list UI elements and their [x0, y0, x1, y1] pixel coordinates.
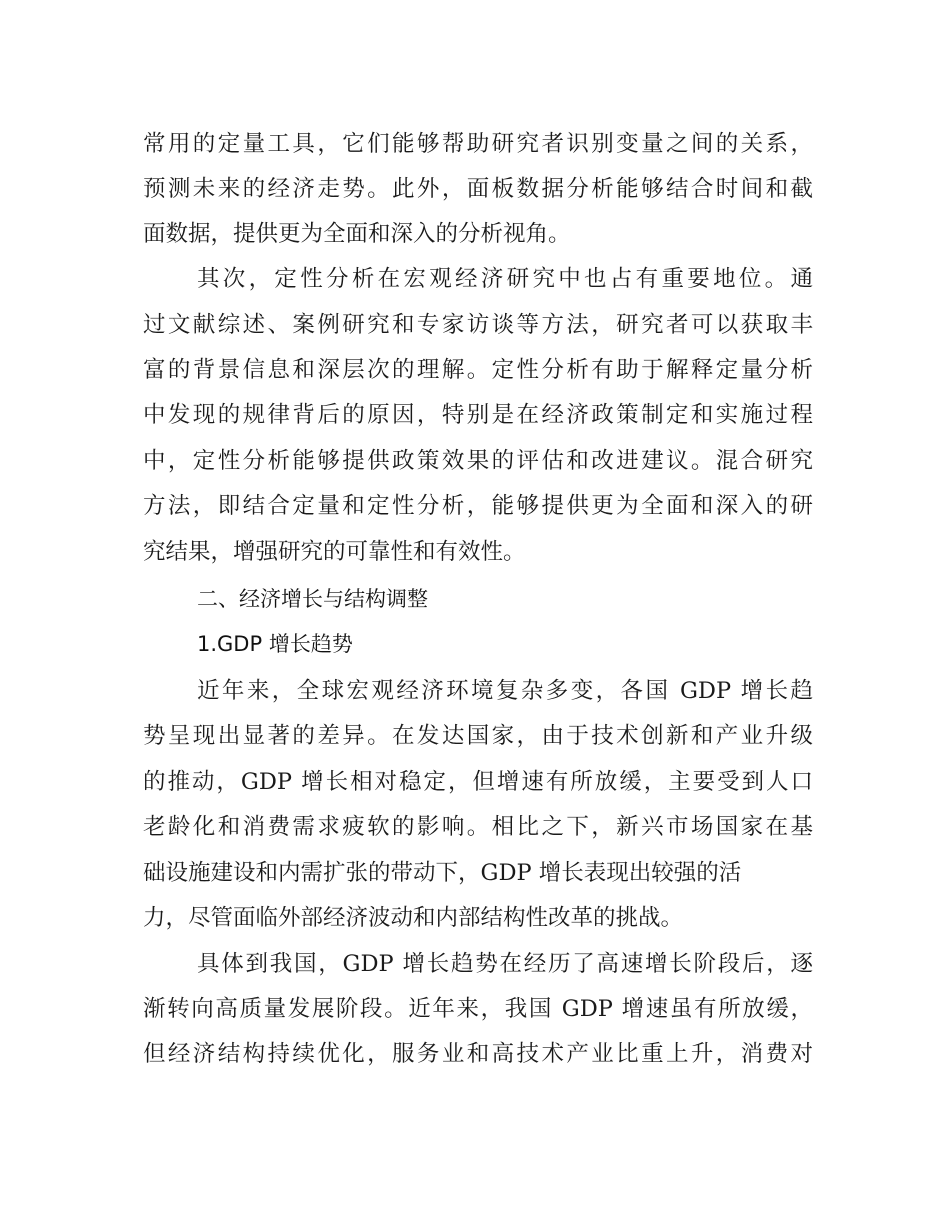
paragraph-line: 老龄化和消费需求疲软的影响。相比之下，新兴市场国家在基 — [143, 814, 813, 840]
subsection-heading: 1.GDP 增长趋势 — [197, 632, 353, 656]
paragraph-line: 方法，即结合定量和定性分析，能够提供更为全面和深入的研 — [143, 493, 813, 519]
paragraph-line: 预测未来的经济走势。此外，面板数据分析能够结合时间和截 — [143, 176, 813, 202]
paragraph-line: 其次，定性分析在宏观经济研究中也占有重要地位。通 — [197, 266, 813, 292]
paragraph-line: 面数据，提供更为全面和深入的分析视角。 — [143, 221, 571, 247]
paragraph-line: 常用的定量工具，它们能够帮助研究者识别变量之间的关系， — [143, 131, 813, 157]
paragraph-line: 近年来，全球宏观经济环境复杂多变，各国 GDP 增长趋 — [197, 678, 813, 704]
paragraph-line: 渐转向高质量发展阶段。近年来，我国 GDP 增速虽有所放缓， — [143, 996, 813, 1022]
paragraph-line: 但经济结构持续优化，服务业和高技术产业比重上升，消费对 — [143, 1041, 813, 1067]
paragraph-line: 中，定性分析能够提供政策效果的评估和改进建议。混合研究 — [143, 448, 813, 474]
paragraph-line: 础设施建设和内需扩张的带动下，GDP 增长表现出较强的活 — [143, 860, 742, 886]
paragraph-line: 具体到我国，GDP 增长趋势在经历了高速增长阶段后，逐 — [197, 951, 813, 977]
section-heading: 二、经济增长与结构调整 — [197, 587, 428, 611]
paragraph-line: 富的背景信息和深层次的理解。定性分析有助于解释定量分析 — [143, 357, 813, 383]
paragraph-line: 中发现的规律背后的原因，特别是在经济政策制定和实施过程 — [143, 402, 813, 428]
paragraph-line: 究结果，增强研究的可靠性和有效性。 — [143, 539, 526, 565]
paragraph-line: 力，尽管面临外部经济波动和内部结构性改革的挑战。 — [143, 905, 684, 931]
paragraph-line: 过文献综述、案例研究和专家访谈等方法，研究者可以获取丰 — [143, 312, 813, 338]
paragraph-line: 势呈现出显著的差异。在发达国家，由于技术创新和产业升级 — [143, 723, 813, 749]
paragraph-line: 的推动，GDP 增长相对稳定，但增速有所放缓，主要受到人口 — [143, 769, 813, 795]
